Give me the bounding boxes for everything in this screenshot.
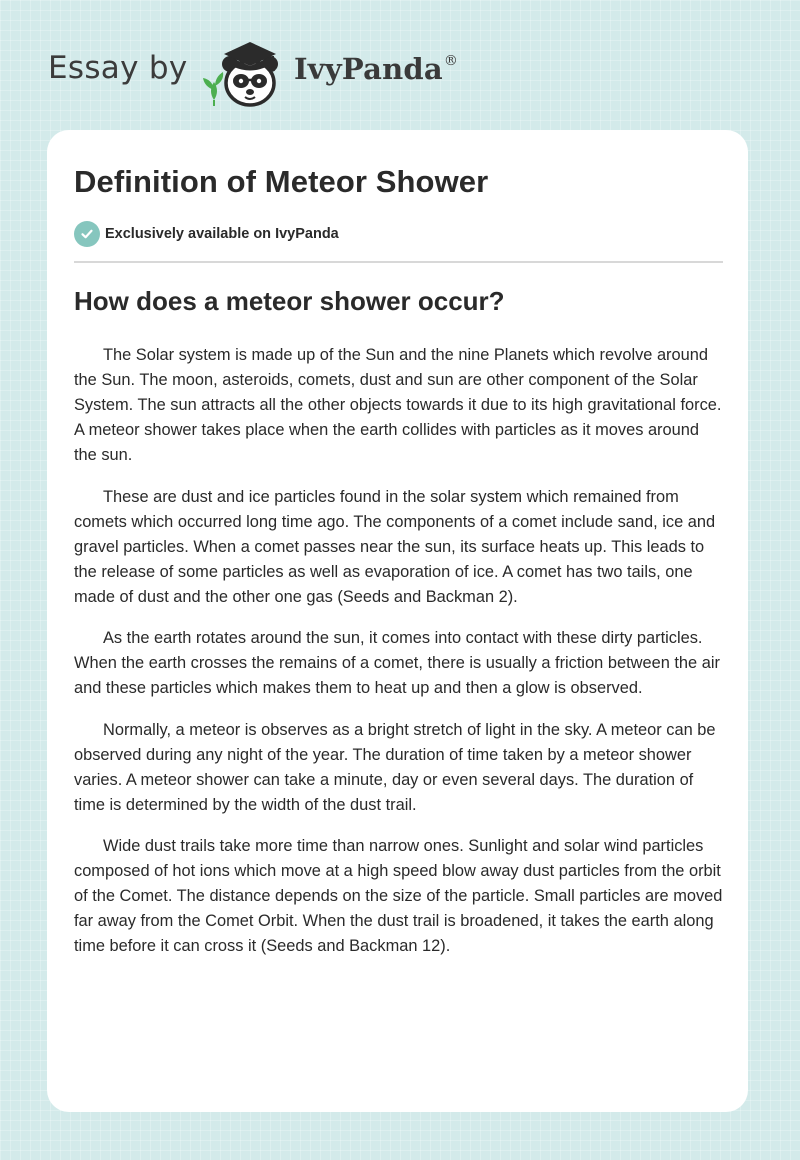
paragraph: Wide dust trails take more time than narrow ones. Sunlight and solar wind particles composed of hot ions which move at a high speed blow away dust particles from the orbit of the Comet. The distance depends on the size of the particle. Small particles are moved far away from the Comet Orbit. When the dust trail is broadened, it takes the earth along time before it can cross it (Seeds and Backman 12). <box>74 837 723 955</box>
brand-name: IvyPanda® <box>294 52 459 86</box>
divider <box>74 261 723 263</box>
exclusive-badge-label: Exclusively available on IvyPanda <box>105 226 339 242</box>
paragraph: As the earth rotates around the sun, it comes into contact with these dirty particles. When the earth crosses the remains of a comet, there is usually a friction between the air and these particles which makes them to heat up and then a glow is observed. <box>74 629 720 697</box>
essay-by-label: Essay by <box>48 50 188 86</box>
essay-card <box>47 130 748 1112</box>
paragraph: The Solar system is made up of the Sun and the nine Planets which revolve around the Sun. The moon, asteroids, comets, dust and sun are other component of the Solar System. The sun attracts all the other objects towards it due to its high gravitational force. A meteor shower takes place when the earth collides with particles as it moves around the sun. <box>74 346 722 464</box>
site-header <box>48 34 508 114</box>
section-heading: How does a meteor shower occur? <box>74 286 505 316</box>
essay-body <box>74 343 723 976</box>
panda-logo-icon <box>200 34 292 110</box>
checkmark-icon <box>74 221 100 247</box>
paragraph: Normally, a meteor is observes as a bright stretch of light in the sky. A meteor can be observed during any night of the year. The duration of time taken by a meteor shower varies. A meteor shower can take a minute, day or even several days. The duration of time is determined by the width of the dust trail. <box>74 720 716 814</box>
paragraph: These are dust and ice particles found in the solar system which remained from comets which occurred long time ago. The components of a comet include sand, ice and gravel particles. When a comet passes near the sun, its surface heats up. This leads to the release of some particles as well as evaporation of ice. A comet has two tails, one made of dust and the other one gas (Seeds and Backman 2). <box>74 487 716 606</box>
registered-mark: ® <box>443 53 459 69</box>
exclusive-badge <box>74 221 339 247</box>
page-title: Definition of Meteor Shower <box>74 164 489 199</box>
